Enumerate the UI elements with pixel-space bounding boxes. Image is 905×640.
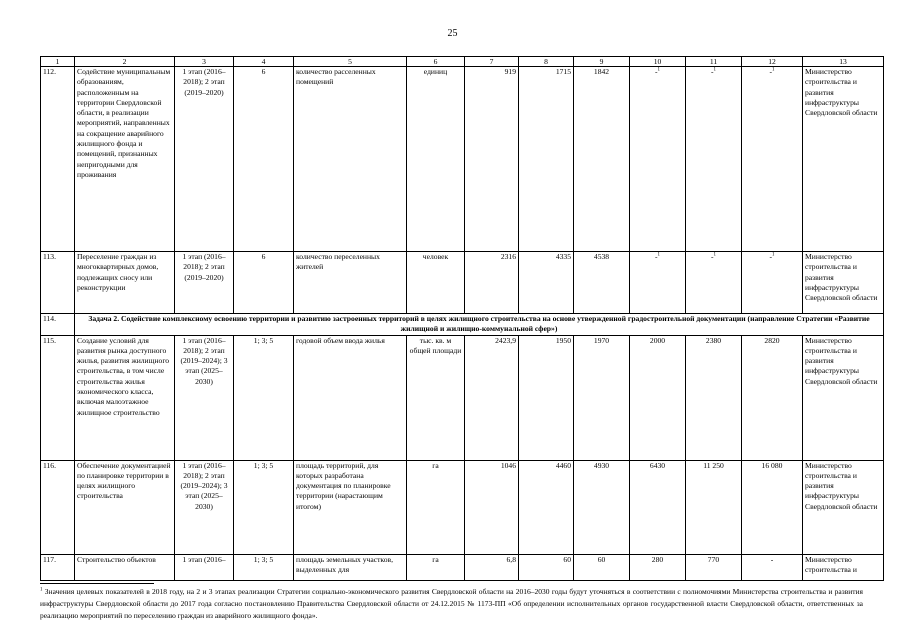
activity-name: Содействие муниципальным образованиям, расположенным на территории Свердловской области, в реализации мероприятий, направленных на сокращение аварийного жилищного фонда и помещений, признанных непригодными для проживания: [75, 67, 175, 252]
value-col-9: 1842: [574, 67, 630, 252]
column-number: 6: [407, 57, 465, 67]
column-number: 9: [574, 57, 630, 67]
responsible-ministry: Министерство строительства и: [803, 554, 884, 580]
column-number: 3: [175, 57, 234, 67]
footnote-divider: [40, 583, 154, 584]
column-4-value: 1; 3; 5: [234, 460, 294, 554]
column-number: 10: [630, 57, 686, 67]
column-4-value: 1; 3; 5: [234, 335, 294, 460]
row-number: 112.: [41, 67, 75, 252]
value-col-10: 2000: [630, 335, 686, 460]
column-number: 8: [519, 57, 574, 67]
value-col-9: 4930: [574, 460, 630, 554]
value-col-7: 919: [465, 67, 519, 252]
activity-name: Обеспечение документацией по планировке территории в целях жилищного строительства: [75, 460, 175, 554]
value-col-11: 770: [686, 554, 742, 580]
responsible-ministry: Министерство строительства и развития инфраструктуры Свердловской области: [803, 252, 884, 314]
footnote-ref: 1: [713, 252, 717, 258]
table-row: [41, 554, 884, 580]
column-number: 5: [294, 57, 407, 67]
column-number: 13: [803, 57, 884, 67]
value-col-12: -$^1$: [742, 67, 803, 252]
column-number: 2: [75, 57, 175, 67]
row-number: 113.: [41, 252, 75, 314]
activity-name: Строительство объектов: [75, 554, 175, 580]
value-col-11: 11 250: [686, 460, 742, 554]
table-row: [41, 460, 884, 554]
value-col-10: 6430: [630, 460, 686, 554]
column-number: 4: [234, 57, 294, 67]
column-number-row: [41, 57, 884, 67]
footnote: [40, 586, 863, 622]
value-col-11: -$^1$: [686, 67, 742, 252]
value-col-11: 2380: [686, 335, 742, 460]
page-number: 25: [447, 28, 458, 39]
column-4-value: 6: [234, 67, 294, 252]
footnote-text: Значения целевых показателей в 2018 году, на 2 и 3 этапах реализации Стратегии социально-экономического развития Свердловской области на 2016–2030 годы будут уточняться в соответствии с полномочиями Министерства строительства и развития инфраструктуры Свердловской области до 2017 года согласно постановлению Правительства Свердловской области от 24.12.2015 № 1173-ПП «Об определении исполнительных органов государственной власти Свердловской области, ответственных за реализацию мероприятий по переселению граждан из аварийного жилищного фонда».: [40, 587, 863, 620]
indicator-name: количество расселенных помещений: [294, 67, 407, 252]
footnote-ref: 1: [657, 252, 661, 258]
value-col-8: 1950: [519, 335, 574, 460]
footnote-ref: 1: [713, 67, 717, 73]
table-row: [41, 335, 884, 460]
task-row: [41, 314, 884, 336]
unit: тыс. кв. м общей площади: [407, 335, 465, 460]
table-row: [41, 67, 884, 252]
column-number: 1: [41, 57, 75, 67]
value-col-10: -$^1$: [630, 252, 686, 314]
responsible-ministry: Министерство строительства и развития инфраструктуры Свердловской области: [803, 335, 884, 460]
footnote-mark: 1: [40, 587, 43, 593]
value-col-7: 6,8: [465, 554, 519, 580]
value-col-10: -$^1$: [630, 67, 686, 252]
value-col-10: 280: [630, 554, 686, 580]
value-col-7: 2316: [465, 252, 519, 314]
stages: 1 этап (2016–2018); 2 этап (2019–2020): [175, 252, 234, 314]
row-number: 117.: [41, 554, 75, 580]
responsible-ministry: Министерство строительства и развития инфраструктуры Свердловской области: [803, 460, 884, 554]
unit: га: [407, 460, 465, 554]
value-col-12: -$^1$: [742, 252, 803, 314]
value-col-12: 2820: [742, 335, 803, 460]
value-col-11: -$^1$: [686, 252, 742, 314]
column-number: 12: [742, 57, 803, 67]
responsible-ministry: Министерство строительства и развития инфраструктуры Свердловской области: [803, 67, 884, 252]
indicators-table: [40, 56, 884, 581]
column-number: 11: [686, 57, 742, 67]
value-col-7: 2423,9: [465, 335, 519, 460]
table-row: [41, 252, 884, 314]
activity-name: Создание условий для развития рынка доступного жилья, развития жилищного строительства, в том числе строительства жилья экономического класса, включая малоэтажное жилищное строительство: [75, 335, 175, 460]
task-title: Задача 2. Содействие комплексному освоению территории и развитию застроенных территорий в целях жилищного строительства на основе утвержденной градостроительной документации (направление Стратегии «Развитие жилищной и жилищно-коммунальной сфер»): [75, 314, 884, 336]
value-col-8: 4335: [519, 252, 574, 314]
value-col-9: 1970: [574, 335, 630, 460]
unit: га: [407, 554, 465, 580]
indicator-name: площадь территорий, для которых разработана документация по планировке территории (нарастающим итогом): [294, 460, 407, 554]
value-col-9: 4538: [574, 252, 630, 314]
value-col-7: 1046: [465, 460, 519, 554]
row-number: 114.: [41, 314, 75, 336]
column-number: 7: [465, 57, 519, 67]
footnote-ref: 1: [772, 67, 775, 73]
column-4-value: 6: [234, 252, 294, 314]
value-col-9: 60: [574, 554, 630, 580]
stages: 1 этап (2016–2018); 2 этап (2019–2024); 3 этап (2025–2030): [175, 335, 234, 460]
stages: 1 этап (2016–2018); 2 этап (2019–2024); 3 этап (2025–2030): [175, 460, 234, 554]
unit: человек: [407, 252, 465, 314]
footnote-ref: 1: [772, 252, 775, 258]
row-number: 115.: [41, 335, 75, 460]
value-col-12: -: [742, 554, 803, 580]
value-col-12: 16 080: [742, 460, 803, 554]
stages: 1 этап (2016–2018); 2 этап (2019–2020): [175, 67, 234, 252]
value-col-8: 1715: [519, 67, 574, 252]
stages: 1 этап (2016–: [175, 554, 234, 580]
value-col-8: 60: [519, 554, 574, 580]
row-number: 116.: [41, 460, 75, 554]
indicator-name: площадь земельных участков, выделенных для: [294, 554, 407, 580]
indicator-name: количество переселенных жителей: [294, 252, 407, 314]
column-4-value: 1; 3; 5: [234, 554, 294, 580]
footnote-ref: 1: [657, 67, 661, 73]
indicator-name: годовой объем ввода жилья: [294, 335, 407, 460]
activity-name: Переселение граждан из многоквартирных домов, подлежащих сносу или реконструкции: [75, 252, 175, 314]
unit: единиц: [407, 67, 465, 252]
value-col-8: 4460: [519, 460, 574, 554]
